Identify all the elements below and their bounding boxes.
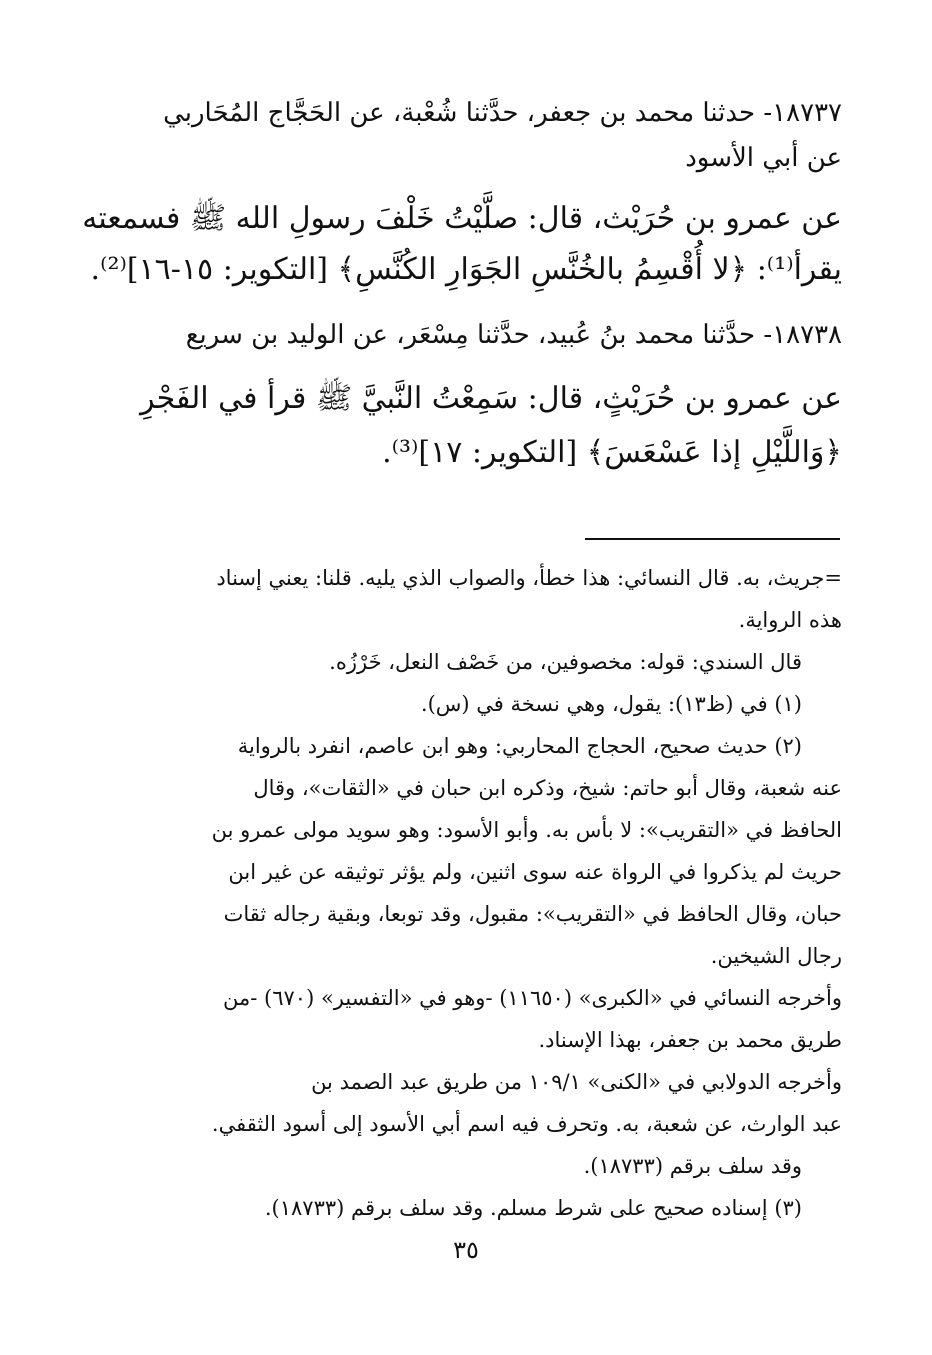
- footnote-line: الحافظ في «التقريب»: لا بأس به. وأبو الأسود: وهو سويد مولى عمرو بن: [211, 818, 842, 842]
- footnote-line: رجال الشيخين.: [710, 944, 842, 968]
- hadith-18737-body-1: عن عمرو بن حُرَيْث، قال: صلَّيْتُ خَلْفَ رسولِ الله ﷺ فسمعته: [82, 201, 842, 236]
- footnote-line: هذه الرواية.: [738, 608, 842, 632]
- page-number: ٣٥: [453, 1236, 479, 1264]
- footnote-separator: [585, 538, 840, 540]
- footnote-1: (١) في (ظ١٣): يقول، وهي نسخة في (س).: [420, 692, 802, 716]
- footnote-line: عبد الوارث، عن شعبة، به. وتحرف فيه اسم أبي الأسود إلى أسود الثقفي.: [211, 1112, 842, 1136]
- footnote-line: قال السندي: قوله: مخصوفين، من خَصْف النعل، خَرْزُه.: [329, 650, 802, 674]
- footnote-line: وأخرجه الدولابي في «الكنى» ١٠٩/١ من طريق عبد الصمد بن: [311, 1070, 842, 1094]
- footnote-line: وقد سلف برقم (١٨٧٣٣).: [583, 1154, 802, 1178]
- footnote-3: (٣) إسناده صحيح على شرط مسلم. وقد سلف برقم (١٨٧٣٣).: [264, 1196, 802, 1220]
- hadith-18737-header-cont: عن أبي الأسود: [685, 143, 842, 173]
- footnote-line: حبان، وقال الحافظ في «التقريب»: مقبول، وقد توبعا، وبقية رجاله ثقات: [223, 902, 842, 926]
- hadith-18737-header: ١٨٧٣٧- حدثنا محمد بن جعفر، حدَّثنا شُعْبة، عن الحَجَّاج المُحَاربي: [163, 98, 842, 128]
- footnote-2: (٢) حديث صحيح، الحجاج المحاربي: وهو ابن عاصم، انفرد بالرواية: [237, 734, 802, 758]
- footnote-line: =جريث، به. قال النسائي: هذا خطأ، والصواب الذي يليه. قلنا: يعني إسناد: [216, 566, 842, 590]
- hadith-18737-body-2: يقرأ⁽¹⁾: ﴿لا أُقْسِمُ بالخُنَّسِ الجَوَارِ الكُنَّسِ﴾ [التكوير: ١٥-١٦]⁽²⁾.: [90, 252, 842, 287]
- footnote-line: طريق محمد بن جعفر، بهذا الإسناد.: [538, 1028, 842, 1052]
- hadith-18738-body-1: عن عمرو بن حُرَيْثٍ، قال: سَمِعْتُ النَّبيَّ ﷺ قرأ في الفَجْرِ: [140, 381, 842, 416]
- footnote-line: عنه شعبة، وقال أبو حاتم: شيخ، وذكره ابن حبان في «الثقات»، وقال: [253, 776, 842, 800]
- hadith-18738-header: ١٨٧٣٨- حدَّثنا محمد بنُ عُبيد، حدَّثنا مِسْعَر، عن الوليد بن سريع: [185, 320, 842, 350]
- footnote-line: حريث لم يذكروا في الرواة عنه سوى اثنين، ولم يؤثر توثيقه عن غير ابن: [228, 860, 842, 884]
- footnote-line: وأخرجه النسائي في «الكبرى» (١١٦٥٠) -وهو في «التفسير» (٦٧٠) -من: [223, 986, 842, 1010]
- hadith-18738-body-2: ﴿وَاللَّيْلِ إذا عَسْعَسَ﴾ [التكوير: ١٧]⁽³⁾.: [382, 435, 842, 470]
